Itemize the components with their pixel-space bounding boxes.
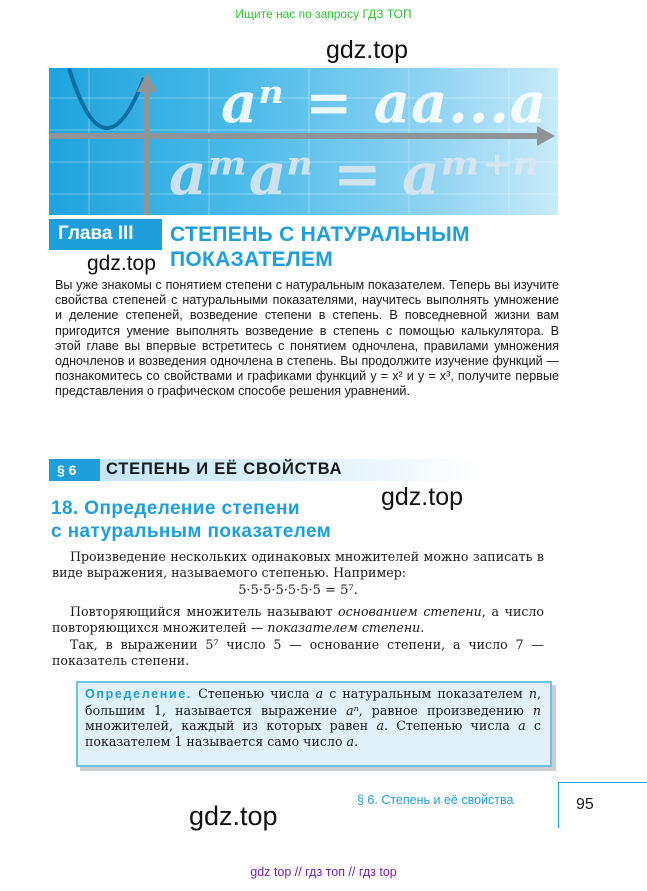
variable: n [528,686,537,701]
paragraph-title: СТЕПЕНЬ И ЕЁ СВОЙСТВА [106,460,343,478]
footer-divider-horizontal [558,782,647,783]
text-run: , большим 1, называется выражение [85,686,541,718]
variable: a [376,718,384,733]
variable: a [315,686,324,701]
watermark: gdz.top [189,801,278,831]
chapter-title-line1: СТЕПЕНЬ С НАТУРАЛЬНЫМ [170,223,470,246]
footer-divider-vertical [558,782,559,828]
running-title: § 6. Степень и её свойства [357,793,514,807]
text-run: . Степенью числа [383,718,519,733]
top-banner[interactable]: Ищите нас по запросу ГДЗ ТОП [235,7,412,21]
watermark: gdz.top [381,483,464,511]
chapter-title-line2: ПОКАЗАТЕЛЕМ [170,248,334,271]
term-base: основанием степени [338,604,482,619]
formula-power-definition: aⁿ = aa...a [221,70,548,136]
watermark: gdz.top [326,36,409,64]
section-title [51,497,331,543]
text-run: . [354,733,359,749]
definition-label: Определение. [85,687,192,701]
chapter-bar [49,219,162,250]
variable: aⁿ [346,702,359,718]
example-equation: 5·5·5·5·5·5·5 = 5⁷. [238,583,358,598]
text-run: с натуральным показателем [323,686,529,701]
body-paragraph-3: Так, в выражении 5⁷ число 5 — основание степени, а число 7 — показатель степени. [52,637,544,668]
watermark: gdz.top [87,252,156,275]
text-run: множителей, каждый из которых равен [85,718,377,733]
chapter-intro-text: Вы уже знакомы с понятием степени с натуральным показателем. Теперь вы изучите свойства степеней с натуральными показателями, научитесь выполнять умножение и деление степеней, возведение степени в степень. В повседневной жизни вам пригодится умение выполнять возведение в степень с помощью калькулятора. В этой главе вы впервые встретитесь с понятием одночлена, правилами умножения одночленов и возведения одночлена в степень. Вы продолжите изучение функций — познакомитесь со свойствами и графиками функций y = x² и y = x³, получите первые представления о графическом способе решения уравнений. [55,278,559,399]
variable: a [518,718,526,733]
paragraph-number: § 6 [49,459,100,481]
body-paragraph-1: Произведение нескольких одинаковых множителей можно записать в виде выражения, называемого степенью. Например: [52,549,544,580]
chapter-label: Глава III [49,219,162,250]
variable: a [346,733,355,749]
page-number: 95 [576,796,594,813]
term-exponent: показателем степени [267,619,421,635]
text-run: Степенью числа [192,686,316,701]
bottom-banner[interactable]: gdz top // гдз топ // гдз top [250,865,397,879]
body-paragraph-2 [52,604,544,635]
text-run: , а число повторяющихся множителей — [52,604,545,635]
variable: n [532,702,541,718]
chapter-hero-illustration [49,68,558,215]
section-title-line1: 18. Определение степени [51,498,300,519]
text-run: с показателем 1 называется само число [85,718,541,749]
text-run: . [420,619,425,635]
formula-power-product: aᵐaⁿ = aᵐ⁺ⁿ [169,140,539,208]
chapter-title [170,222,470,272]
text-run: , равное произведению [358,702,533,718]
section-title-line2: с натуральным показателем [51,521,332,542]
definition-text [85,686,541,749]
text-run: Повторяющийся множитель называют [70,604,339,619]
